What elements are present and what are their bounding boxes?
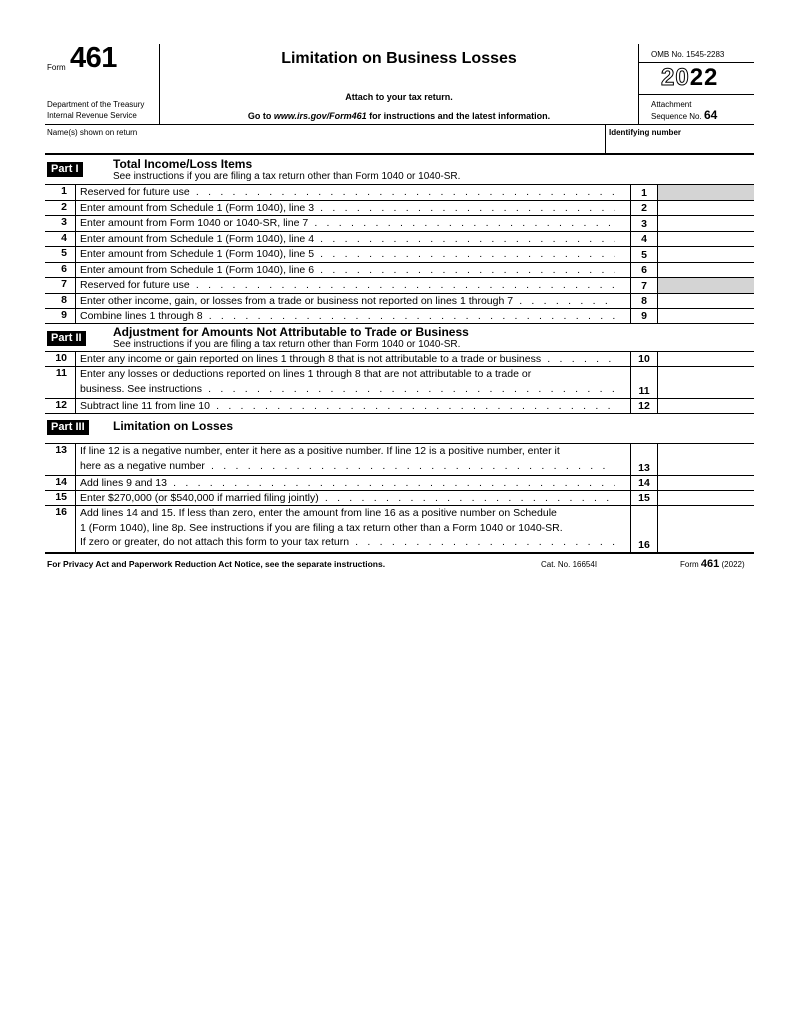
irs-name: Internal Revenue Service	[47, 111, 137, 120]
line-3	[45, 216, 754, 232]
line-box: 3	[630, 216, 658, 231]
line-11	[45, 367, 754, 399]
line-1	[45, 185, 754, 201]
amount-field[interactable]	[658, 491, 754, 505]
line-box: 7	[630, 278, 658, 293]
line-9	[45, 309, 754, 324]
line-description: Enter amount from Schedule 1 (Form 1040), line 4 . . .	[75, 232, 615, 246]
footer-form-word: Form	[680, 560, 699, 569]
line-number: 12	[55, 399, 67, 411]
line-13	[45, 444, 754, 476]
line-description: Enter $270,000 (or $540,000 if married filing jointly) . . .	[75, 491, 615, 505]
line-description: Subtract line 11 from line 10 . . .	[75, 399, 615, 413]
attachment-label: Attachment	[651, 100, 692, 109]
form-word: Form	[47, 63, 66, 72]
amount-field[interactable]	[658, 216, 754, 231]
line-4	[45, 232, 754, 247]
amount-field[interactable]	[658, 232, 754, 246]
line-description: Reserved for future use . . .	[75, 278, 615, 293]
amount-field[interactable]	[658, 352, 754, 366]
line-description: Enter any losses or deductions reported on lines 1 through 8 that are not attributable to a trade or business. See instructions . . .	[75, 367, 615, 398]
footer-form-id	[680, 558, 745, 570]
part-2-subtitle: See instructions if you are filing a tax return other than Form 1040 or 1040-SR.	[113, 339, 461, 350]
part-3-header	[45, 414, 754, 444]
amount-field[interactable]	[658, 367, 754, 398]
form-title: Limitation on Business Losses	[281, 50, 517, 67]
line-box: 10	[630, 352, 658, 366]
part-1-title: Total Income/Loss Items	[113, 157, 253, 171]
line-number: 16	[55, 506, 67, 518]
amount-field[interactable]	[658, 399, 754, 413]
sequence-block	[651, 100, 717, 122]
amount-field-shaded	[658, 278, 754, 293]
line-number: 6	[61, 263, 67, 275]
line-box: 1	[630, 185, 658, 200]
part-2-title: Adjustment for Amounts Not Attributable to Trade or Business	[113, 325, 469, 339]
line-number: 13	[55, 444, 67, 456]
amount-field-shaded	[658, 185, 754, 200]
privacy-notice: For Privacy Act and Paperwork Reduction Act Notice, see the separate instructions.	[47, 559, 386, 569]
sequence-number: 64	[703, 108, 718, 122]
line-number: 7	[61, 278, 67, 290]
line-description: Enter any income or gain reported on lines 1 through 8 that is not attributable to a trade or business . . .	[75, 352, 615, 366]
line-description: Enter other income, gain, or losses from a trade or business not reported on lines 1 through 7 . . .	[75, 294, 615, 308]
line-description: Enter amount from Schedule 1 (Form 1040), line 5 . . .	[75, 247, 615, 262]
footer-year: (2022)	[721, 560, 745, 569]
department: Department of the Treasury	[47, 100, 145, 109]
line-box: 4	[630, 232, 658, 246]
line-box: 12	[630, 399, 658, 413]
line-box: 13	[630, 444, 658, 475]
line-box: 16	[630, 506, 658, 552]
line-box: 8	[630, 294, 658, 308]
goto-prefix: Go to	[247, 111, 274, 121]
omb-divider	[639, 62, 754, 63]
line-description: Combine lines 1 through 8 . . .	[75, 309, 615, 323]
line-number: 15	[55, 491, 67, 503]
goto-suffix: for instructions and the latest information.	[366, 111, 551, 121]
part-1-tag: Part I	[47, 162, 83, 177]
line-description: Add lines 9 and 13 . . .	[75, 476, 615, 490]
line-description: Reserved for future use . . .	[75, 185, 615, 200]
line-number: 4	[61, 232, 67, 244]
goto-url[interactable]: www.irs.gov/Form461	[273, 111, 367, 121]
line-description: Enter amount from Schedule 1 (Form 1040), line 6 . . .	[75, 263, 615, 277]
line-box: 5	[630, 247, 658, 262]
line-number: 10	[55, 352, 67, 364]
line-box: 2	[630, 201, 658, 215]
form-461	[45, 44, 754, 574]
line-description: Enter amount from Form 1040 or 1040-SR, line 7 . . .	[75, 216, 615, 231]
line-number: 8	[61, 294, 67, 306]
line-box: 15	[630, 491, 658, 505]
year-divider	[639, 94, 754, 95]
identifying-number-field[interactable]: Identifying number	[605, 125, 754, 153]
names-row	[45, 125, 754, 155]
amount-field[interactable]	[658, 263, 754, 277]
line-10	[45, 352, 754, 367]
amount-field[interactable]	[658, 444, 754, 475]
line-2	[45, 201, 754, 216]
part-2-tag: Part II	[47, 331, 86, 346]
line-5	[45, 247, 754, 263]
line-number: 11	[55, 367, 67, 379]
catalog-number: Cat. No. 16654I	[541, 560, 598, 569]
line-number: 2	[61, 201, 67, 213]
line-box: 14	[630, 476, 658, 490]
amount-field[interactable]	[658, 476, 754, 490]
line-description: Add lines 14 and 15. If less than zero, enter the amount from line 16 as a positive number on Schedule 1 (Form 1040), line 8p. See instructions if you are filing a tax return other than a Form 1040 or 1040-SR. If zero or greater, do not attach this form to your tax return . . .	[75, 506, 615, 552]
line-7	[45, 278, 754, 294]
amount-field[interactable]	[658, 247, 754, 262]
line-15	[45, 491, 754, 506]
line-12	[45, 399, 754, 414]
sequence-label: Sequence No.	[651, 112, 702, 121]
line-box: 6	[630, 263, 658, 277]
part-1-subtitle: See instructions if you are filing a tax return other than Form 1040 or 1040-SR.	[113, 171, 461, 182]
line-14	[45, 476, 754, 491]
footer-form-number: 461	[700, 558, 720, 570]
amount-field[interactable]	[658, 294, 754, 308]
amount-field[interactable]	[658, 309, 754, 323]
line-box: 11	[630, 367, 658, 398]
line-number: 14	[55, 476, 67, 488]
line-box: 9	[630, 309, 658, 323]
tax-year-outline: 20	[661, 64, 690, 91]
form-number: 461	[70, 42, 117, 74]
form-header	[45, 44, 754, 125]
part-2-header	[45, 324, 754, 352]
part-3-tag: Part III	[47, 420, 89, 435]
line-description: Enter amount from Schedule 1 (Form 1040), line 3 . . .	[75, 201, 615, 215]
line-8	[45, 294, 754, 309]
amount-field[interactable]	[658, 506, 754, 552]
goto-note	[160, 111, 638, 121]
omb-block	[638, 44, 754, 125]
names-field[interactable]: Name(s) shown on return	[47, 128, 138, 137]
title-block	[160, 44, 638, 125]
part-3-title: Limitation on Losses	[113, 419, 234, 433]
omb-number: OMB No. 1545-2283	[651, 50, 725, 59]
tax-year-solid: 22	[689, 64, 719, 91]
line-6	[45, 263, 754, 278]
line-number: 3	[61, 216, 67, 228]
form-footer	[45, 554, 754, 574]
department-block	[47, 99, 144, 121]
tax-year	[661, 64, 718, 92]
amount-field[interactable]	[658, 201, 754, 215]
attach-note: Attach to your tax return.	[345, 92, 453, 102]
part-1-header	[45, 155, 754, 185]
line-16	[45, 506, 754, 554]
line-number: 9	[61, 309, 67, 321]
form-id-block	[45, 44, 160, 125]
line-description: If line 12 is a negative number, enter it here as a positive number. If line 12 is a positive number, enter it here as a negative number . . .	[75, 444, 615, 475]
line-number: 5	[61, 247, 67, 259]
line-number: 1	[61, 185, 67, 197]
